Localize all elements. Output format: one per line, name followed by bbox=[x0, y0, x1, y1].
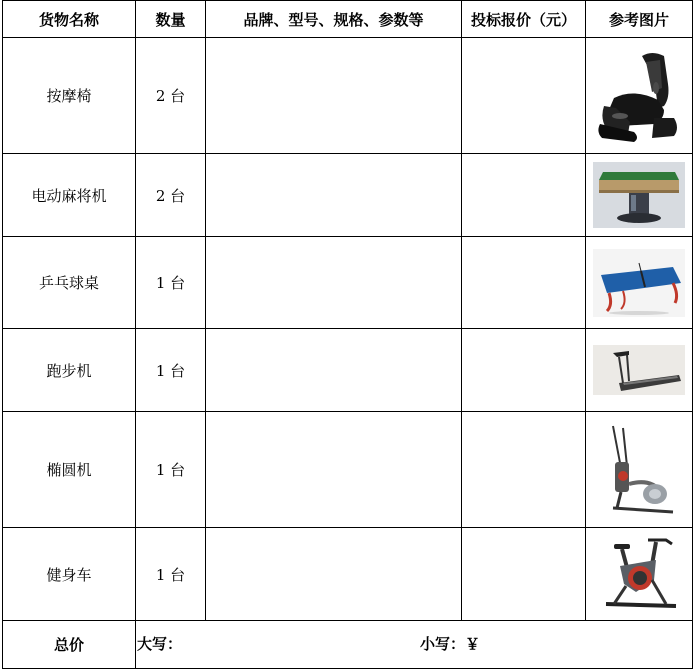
item-price-cell[interactable] bbox=[462, 154, 586, 237]
total-lowercase-label: 小写：￥ bbox=[420, 635, 481, 653]
item-picture-cell bbox=[586, 237, 693, 329]
item-name: 跑步机 bbox=[3, 329, 136, 412]
item-picture-cell bbox=[586, 528, 693, 621]
item-spec-cell[interactable] bbox=[206, 528, 462, 621]
item-picture-cell bbox=[586, 38, 693, 154]
ping-pong-table-icon bbox=[593, 249, 685, 317]
item-quantity: 2 台 bbox=[136, 154, 206, 237]
item-name: 椭圆机 bbox=[3, 412, 136, 528]
item-quantity: 1 台 bbox=[136, 412, 206, 528]
table-row bbox=[3, 528, 693, 621]
item-price-cell[interactable] bbox=[462, 237, 586, 329]
item-picture-cell bbox=[586, 412, 693, 528]
header-quantity: 数量 bbox=[136, 1, 206, 38]
item-picture-cell bbox=[586, 154, 693, 237]
header-bid-price: 投标报价（元） bbox=[462, 1, 586, 38]
total-amount-cell[interactable] bbox=[136, 621, 693, 669]
total-uppercase-label: 大写： bbox=[137, 635, 183, 653]
item-spec-cell[interactable] bbox=[206, 154, 462, 237]
item-price-cell[interactable] bbox=[462, 329, 586, 412]
item-quantity: 1 台 bbox=[136, 329, 206, 412]
item-spec-cell[interactable] bbox=[206, 412, 462, 528]
mahjong-table-icon bbox=[593, 162, 685, 228]
elliptical-machine-icon bbox=[599, 422, 679, 518]
item-spec-cell[interactable] bbox=[206, 329, 462, 412]
header-item-name: 货物名称 bbox=[3, 1, 136, 38]
item-picture-cell bbox=[586, 329, 693, 412]
table-row bbox=[3, 38, 693, 154]
header-reference-picture: 参考图片 bbox=[586, 1, 693, 38]
table-row bbox=[3, 237, 693, 329]
item-spec-cell[interactable] bbox=[206, 237, 462, 329]
item-name: 按摩椅 bbox=[3, 38, 136, 154]
header-row bbox=[3, 1, 693, 38]
item-name: 健身车 bbox=[3, 528, 136, 621]
item-name: 乒乓球桌 bbox=[3, 237, 136, 329]
item-price-cell[interactable] bbox=[462, 528, 586, 621]
item-quantity: 1 台 bbox=[136, 528, 206, 621]
item-spec-cell[interactable] bbox=[206, 38, 462, 154]
item-price-cell[interactable] bbox=[462, 412, 586, 528]
item-price-cell[interactable] bbox=[462, 38, 586, 154]
exercise-bike-icon bbox=[596, 536, 682, 612]
table-row bbox=[3, 154, 693, 237]
table-row bbox=[3, 412, 693, 528]
bid-table bbox=[2, 0, 693, 669]
header-brand-model-spec: 品牌、型号、规格、参数等 bbox=[206, 1, 462, 38]
massage-chair-icon bbox=[594, 48, 684, 144]
item-quantity: 1 台 bbox=[136, 237, 206, 329]
item-name: 电动麻将机 bbox=[3, 154, 136, 237]
treadmill-icon bbox=[593, 345, 685, 395]
total-label: 总价 bbox=[3, 621, 136, 669]
table-row bbox=[3, 329, 693, 412]
total-row bbox=[3, 621, 693, 669]
item-quantity: 2 台 bbox=[136, 38, 206, 154]
